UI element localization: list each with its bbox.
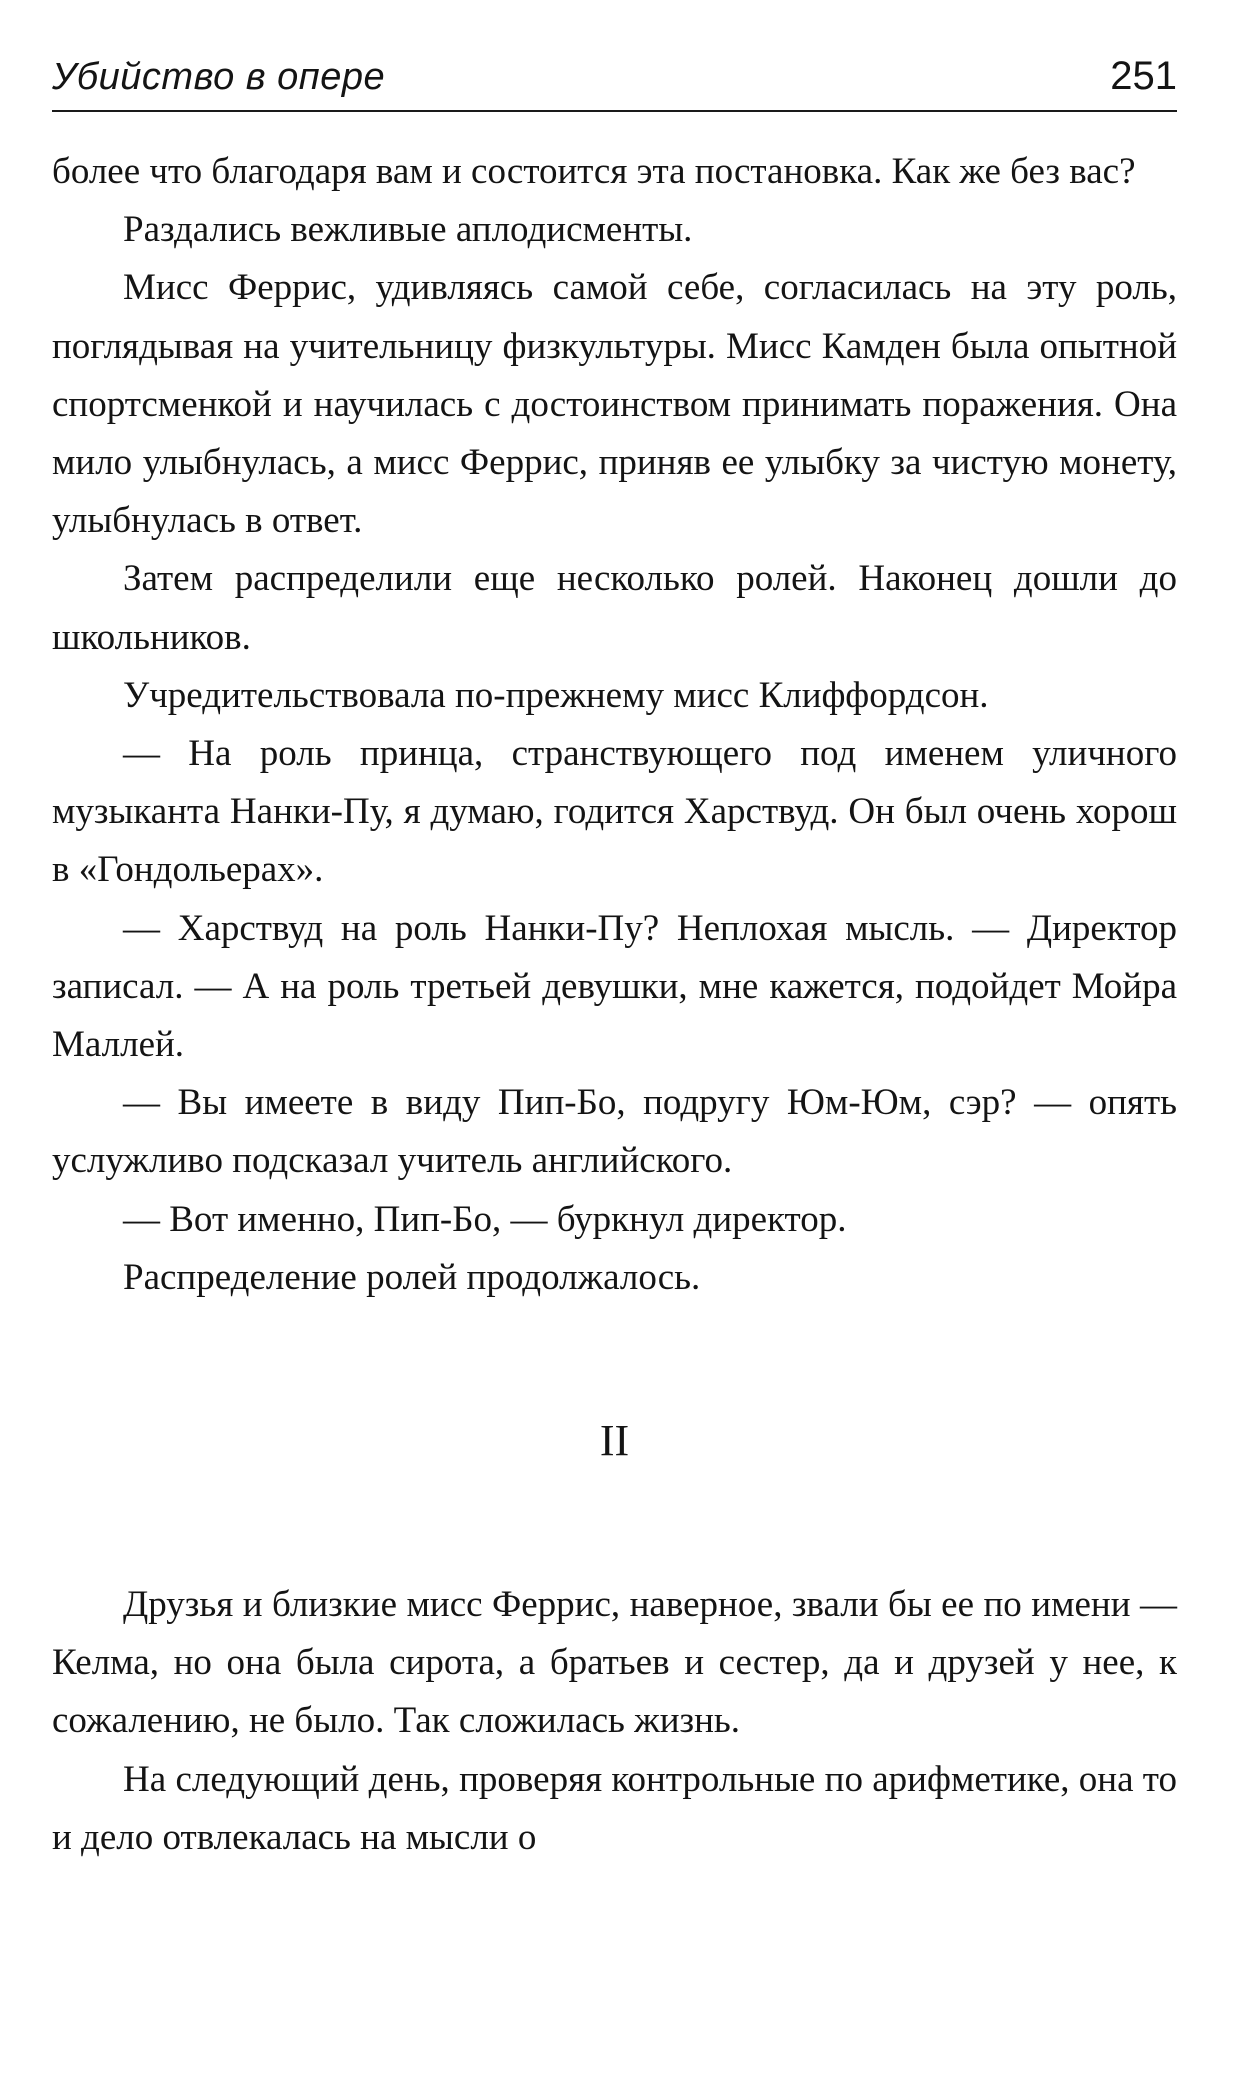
dialogue-paragraph: — Вы имеете в виду Пип-Бо, подругу Юм-Юм, сэр? — опять услужливо подсказал учитель английского. (52, 1082, 1177, 1182)
dialogue-paragraph: — Вот именно, Пип-Бо, — буркнул директор. (123, 1198, 847, 1240)
paragraph: Друзья и близкие мисс Феррис, наверное, звали бы ее по имени — Келма, но она была сирота, а братьев и сестер, да и друзей у нее, к сожалению, не было. Так сложилась жизнь. (52, 1584, 1177, 1742)
paragraph: На следующий день, проверяя контрольные по арифметике, она то и дело отвлекалась на мысли о (52, 1758, 1177, 1858)
chapter-number: II (599, 1416, 630, 1466)
paragraph: Мисс Феррис, удивляясь самой себе, согласилась на эту роль, поглядывая на учительницу физкультуры. Мисс Камден была опытной спортсменкой и научилась с достоинством принимать поражения. Она мило улыбнулась, а мисс Феррис, приняв ее улыбку за чистую монету, улыбнулась в ответ. (52, 267, 1177, 542)
paragraph: Раздались вежливые аплодисменты. (123, 209, 693, 251)
page-number: 251 (1110, 54, 1177, 98)
body-text (52, 143, 1177, 1867)
dialogue-paragraph: — На роль принца, странствующего под именем уличного музыканта Нанки-Пу, я думаю, годится Харствуд. Он был очень хорош в «Гондольерах». (52, 733, 1177, 891)
paragraph: Затем распределили еще несколько ролей. Наконец дошли до школьников. (52, 558, 1177, 658)
dialogue-paragraph: — Харствуд на роль Нанки-Пу? Неплохая мысль. — Директор записал. — А на роль третьей девушки, мне кажется, подойдет Мойра Маллей. (52, 907, 1177, 1066)
paragraph-continued: более что благодаря вам и состоится эта постановка. Как же без вас? (52, 151, 1136, 192)
running-header (52, 48, 1177, 112)
running-title: Убийство в опере (52, 56, 386, 98)
paragraph: Распределение ролей продолжалось. (123, 1256, 701, 1298)
paragraph: Учредительствовала по-прежнему мисс Клиффордсон. (123, 674, 989, 716)
